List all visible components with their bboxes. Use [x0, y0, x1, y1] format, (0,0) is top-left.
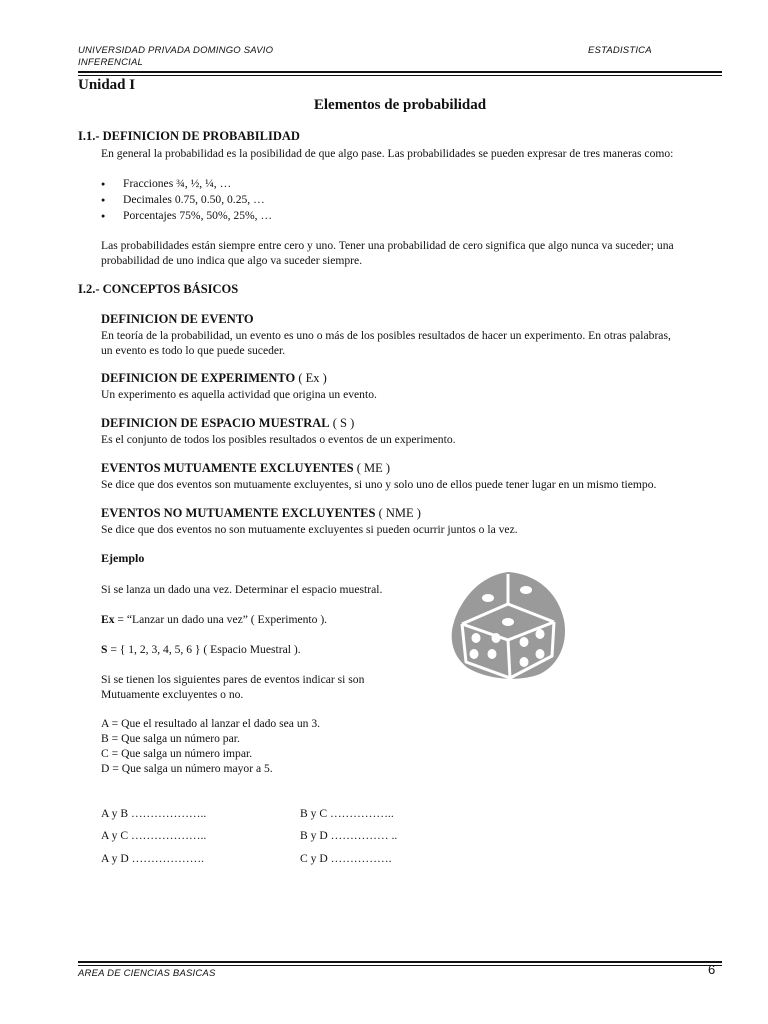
section-1-para-line1: Las probabilidades están siempre entre cero y uno. Tener una probabilidad de cero significa que algo nunca va suceder; una [101, 239, 674, 252]
pair-item: A y D ………………. [101, 852, 205, 865]
footer-rule-thin [78, 965, 722, 966]
pair-item: C y D ……………. [300, 852, 392, 865]
list-item: ● Porcentajes 75%, 50%, 25%, … [101, 208, 272, 224]
evento-heading: DEFINICION DE EVENTO [101, 312, 254, 326]
ejemplo-question: Si se lanza un dado una vez. Determinar el espacio muestral. [101, 583, 383, 596]
event-definition: B = Que salga un número par. [101, 732, 240, 745]
pair-item: B y C …………….. [300, 807, 394, 820]
list-item: ● Fracciones ¾, ½, ¼, … [101, 176, 272, 192]
espacio-heading: DEFINICION DE ESPACIO MUESTRAL ( S ) [101, 416, 355, 430]
ejemplo-pares-line1: Si se tienen los siguientes pares de eventos indicar si son [101, 673, 365, 686]
header-rule-thin [78, 75, 722, 76]
footer-area: AREA DE CIENCIAS BASICAS [78, 968, 216, 979]
event-definition: C = Que salga un número impar. [101, 747, 253, 760]
event-definition: A = Que el resultado al lanzar el dado sea un 3. [101, 717, 321, 730]
no-excluyentes-text: Se dice que dos eventos no son mutuamente excluyentes si pueden ocurrir juntos o la vez. [101, 523, 518, 536]
header-rule [78, 71, 722, 73]
page-title: Elementos de probabilidad [313, 97, 487, 113]
header-subtitle: INFERENCIAL [78, 57, 144, 68]
section-2-heading: I.2.- CONCEPTOS BÁSICOS [78, 282, 239, 296]
event-definition: D = Que salga un número mayor a 5. [101, 762, 273, 775]
section-1-para-line2: probabilidad de uno indica que algo va suceder siempre. [101, 254, 363, 267]
experimento-text: Un experimento es aquella actividad que origina un evento. [101, 388, 377, 401]
no-excluyentes-heading: EVENTOS NO MUTUAMENTE EXCLUYENTES ( NME ) [101, 506, 421, 520]
unit-label: Unidad I [78, 77, 136, 93]
evento-line1: En teoría de la probabilidad, un evento es uno o más de los posibles resultados de hacer un experimento. En otras palabras, [101, 329, 671, 342]
excluyentes-heading: EVENTOS MUTUAMENTE EXCLUYENTES ( ME ) [101, 461, 391, 475]
excluyentes-text: Se dice que dos eventos son mutuamente excluyentes, si uno y solo uno de ellos puede tener lugar en un mismo tiempo. [101, 478, 657, 491]
list-item: ● Decimales 0.75, 0.50, 0.25, … [101, 192, 272, 208]
espacio-text: Es el conjunto de todos los posibles resultados o eventos de un experimento. [101, 433, 456, 446]
page-number: 6 [708, 962, 716, 977]
experimento-heading: DEFINICION DE EXPERIMENTO ( Ex ) [101, 371, 327, 385]
evento-line2: un evento es todo lo que puede suceder. [101, 344, 286, 357]
pair-item: A y B ……………….. [101, 807, 207, 820]
footer-rule [78, 961, 722, 963]
section-1-intro: En general la probabilidad es la posibilidad de que algo pase. Las probabilidades se pueden expresar de tres maneras como: [101, 147, 674, 160]
probability-forms-list [101, 176, 272, 224]
section-1-heading: I.1.- DEFINICION DE PROBABILIDAD [78, 129, 300, 143]
header-subject: ESTADISTICA [588, 45, 652, 56]
ejemplo-sample-space: S = { 1, 2, 3, 4, 5, 6 } ( Espacio Muestral ). [101, 643, 301, 656]
pair-item: A y C ……………….. [101, 829, 207, 842]
pair-item: B y D …………… .. [300, 829, 398, 842]
ejemplo-experiment: Ex = “Lanzar un dado una vez” ( Experimento ). [101, 613, 328, 626]
header-university: UNIVERSIDAD PRIVADA DOMINGO SAVIO [78, 45, 274, 56]
ejemplo-pares-line2: Mutuamente excluyentes o no. [101, 688, 244, 701]
dice-icon [448, 570, 570, 682]
ejemplo-heading: Ejemplo [101, 551, 145, 565]
